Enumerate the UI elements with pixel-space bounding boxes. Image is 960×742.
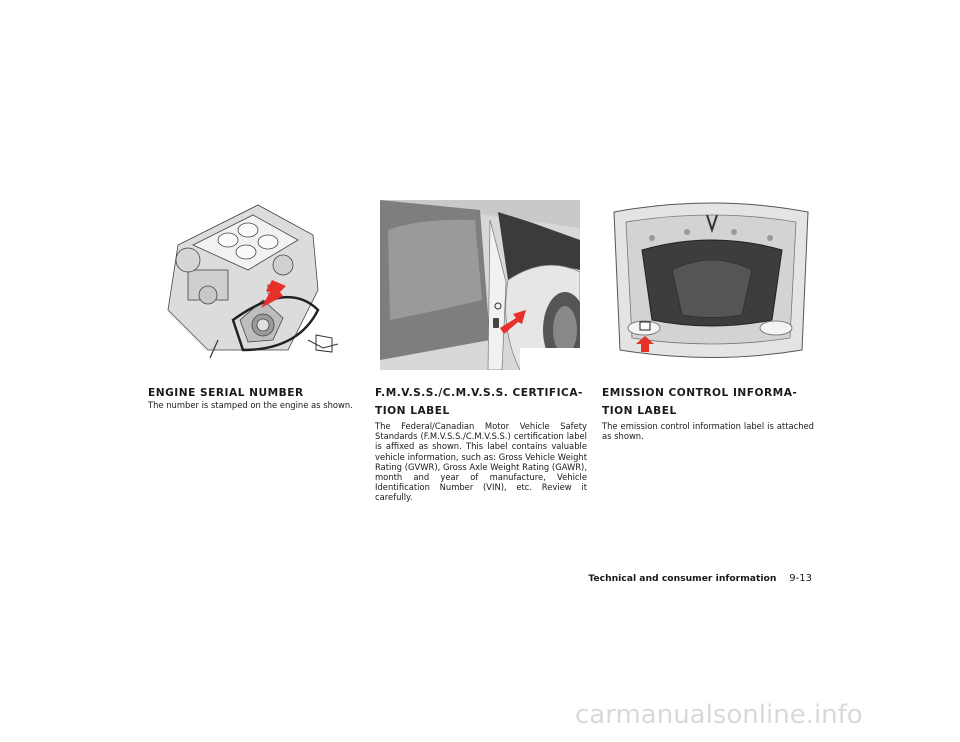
section-heading-line2: TION LABEL bbox=[602, 405, 677, 417]
section-body: The emission control information label is attached as shown. bbox=[602, 421, 814, 442]
page-footer bbox=[588, 573, 812, 584]
section-body: The number is stamped on the engine as shown. bbox=[148, 400, 353, 410]
footer-section-title: Technical and consumer information bbox=[588, 573, 777, 584]
section-heading-line1: EMISSION CONTROL INFORMA- bbox=[602, 387, 798, 399]
section-body: The Federal/Canadian Motor Vehicle Safety Standards (F.M.V.S.S./C.M.V.S.S.) certification label is affixed as shown. This label contains valuable vehicle information, such as: Gross Vehicle Weight Rating (GVWR), Gross Axle Weight Rating (GAWR), month and year of manufacture, Vehicle Identification Number (VIN), etc. Review it carefully. bbox=[375, 421, 587, 503]
section-heading: ENGINE SERIAL NUMBER bbox=[148, 387, 304, 399]
certification-label-illustration bbox=[380, 200, 580, 370]
section-heading-line1: F.M.V.S.S./C.M.V.S.S. CERTIFICA- bbox=[375, 387, 583, 399]
watermark: carmanualsonline.info bbox=[575, 700, 863, 730]
section-heading-line2: TION LABEL bbox=[375, 405, 450, 417]
emission-label-illustration bbox=[612, 200, 810, 370]
engine-serial-number-illustration bbox=[148, 200, 348, 370]
page-number: 9-13 bbox=[789, 573, 812, 584]
